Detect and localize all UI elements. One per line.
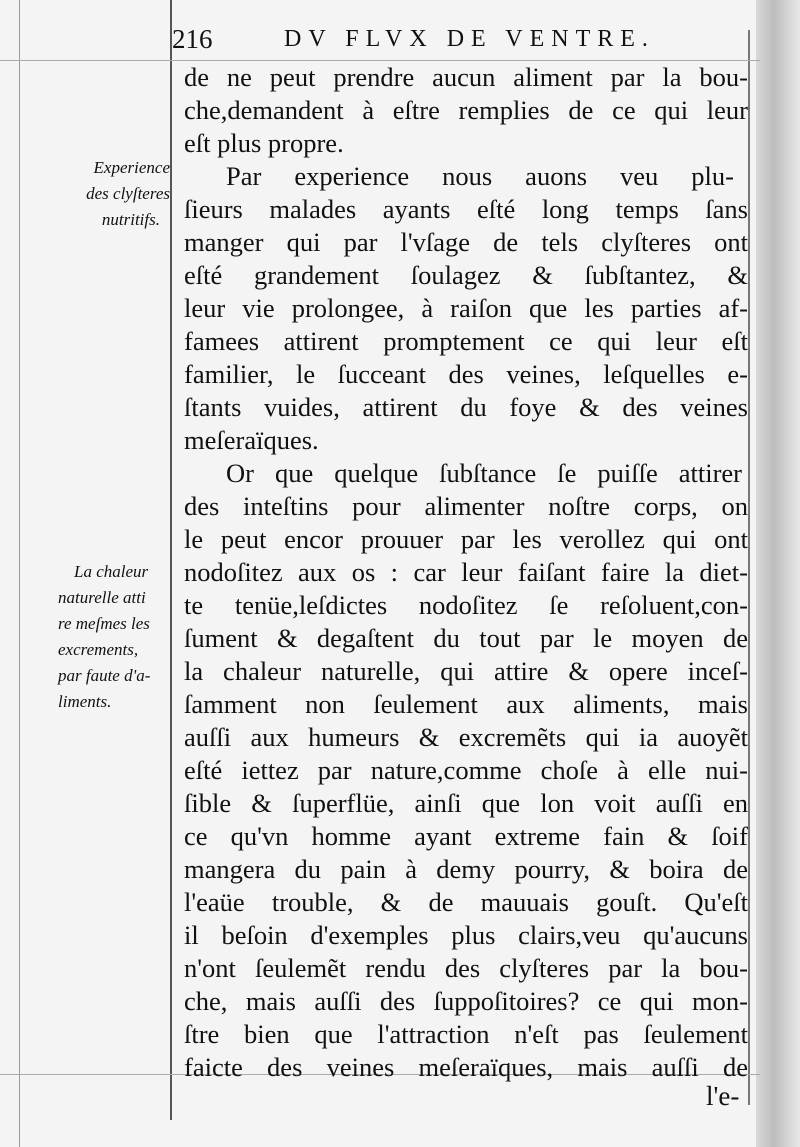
body-line: eſt plus propre. [184, 128, 344, 158]
margin-note-line: re meſmes les [58, 614, 150, 633]
body-line: Or que quelque ſubſtance ſe puiſſe attirer [226, 458, 742, 488]
running-title: DV FLVX DE VENTRE. [284, 26, 655, 52]
margin-note-line: par faute d'a- [58, 666, 151, 685]
body-line: Par experience nous auons veu plu- [226, 161, 734, 191]
body-line: leur vie prolongee, à raiſon que les parties af- [184, 293, 748, 323]
body-line: le peut encor prouuer par les verollez qui ont [184, 524, 748, 554]
body-line: il beſoin d'exemples plus clairs,veu qu'aucuns [184, 920, 748, 950]
body-line: ſamment non ſeulement aux aliments, mais [184, 689, 748, 719]
margin-note-line: Experience [93, 158, 170, 177]
text-column-rule [170, 0, 172, 1120]
body-line: che,demandent à eſtre remplies de ce qui leur [184, 95, 748, 125]
body-line: ſtants vuides, attirent du foye & des veines [184, 392, 748, 422]
body-line: l'eaüe trouble, & de mauuais gouſt. Qu'eſt [184, 887, 748, 917]
margin-note-line: des clyſteres [86, 184, 170, 203]
body-line: mangera du pain à demy pourry, & boira de [184, 854, 748, 884]
right-column-rule [748, 30, 750, 1105]
page-edge-shadow [756, 0, 800, 1147]
body-line: te tenüe,leſdictes nodoſitez ſe reſoluent,con- [184, 590, 748, 620]
margin-note-line: naturelle atti [58, 588, 146, 607]
body-line: des inteſtins pour alimenter noſtre corps, on [184, 491, 748, 521]
body-line: ſible & ſuperflüe, ainſi que lon voit auſſi en [184, 788, 748, 818]
body-line: ſtre bien que l'attraction n'eſt pas ſeulement [184, 1019, 748, 1049]
body-line: eſté grandement ſoulagez & ſubſtantez, & [184, 260, 748, 290]
body-line: famees attirent promptement ce qui leur eſt [184, 326, 748, 356]
body-line: de ne peut prendre aucun aliment par la bou- [184, 62, 748, 92]
body-line: n'ont ſeulemẽt rendu des clyſteres par la bou- [184, 953, 748, 983]
body-line: la chaleur naturelle, qui attire & opere inceſ- [184, 656, 748, 686]
margin-note-line: liments. [58, 692, 112, 711]
body-line: ſument & degaſtent du tout par le moyen de [184, 623, 748, 653]
body-line: manger qui par l'vſage de tels clyſteres ont [184, 227, 748, 257]
body-line: nodoſitez aux os : car leur faiſant faire la diet- [184, 557, 748, 587]
catchword: l'e- [706, 1081, 740, 1111]
body-line: familier, le ſucceant des veines, leſquelles e- [184, 359, 748, 389]
body-line: che, mais auſſi des ſuppoſitoires? ce qui mon- [184, 986, 748, 1016]
margin-note-line: excrements, [58, 640, 139, 659]
body-line: ce qu'vn homme ayant extreme fain & ſoif [184, 821, 748, 851]
body-line: faicte des veines meſeraïques, mais auſſi de [184, 1052, 748, 1082]
body-line: meſeraïques. [184, 425, 319, 455]
margin-note-line: nutritifs. [101, 210, 160, 229]
body-line: eſté iettez par nature,comme choſe à elle nui- [184, 755, 748, 785]
margin-note-line: La chaleur [74, 562, 149, 581]
page-number: 216 [172, 24, 213, 54]
body-line: auſſi aux humeurs & excremẽts qui ia auoyẽt [184, 722, 748, 752]
body-line: ſieurs malades ayants eſté long temps ſans [184, 194, 748, 224]
running-head [172, 24, 752, 58]
